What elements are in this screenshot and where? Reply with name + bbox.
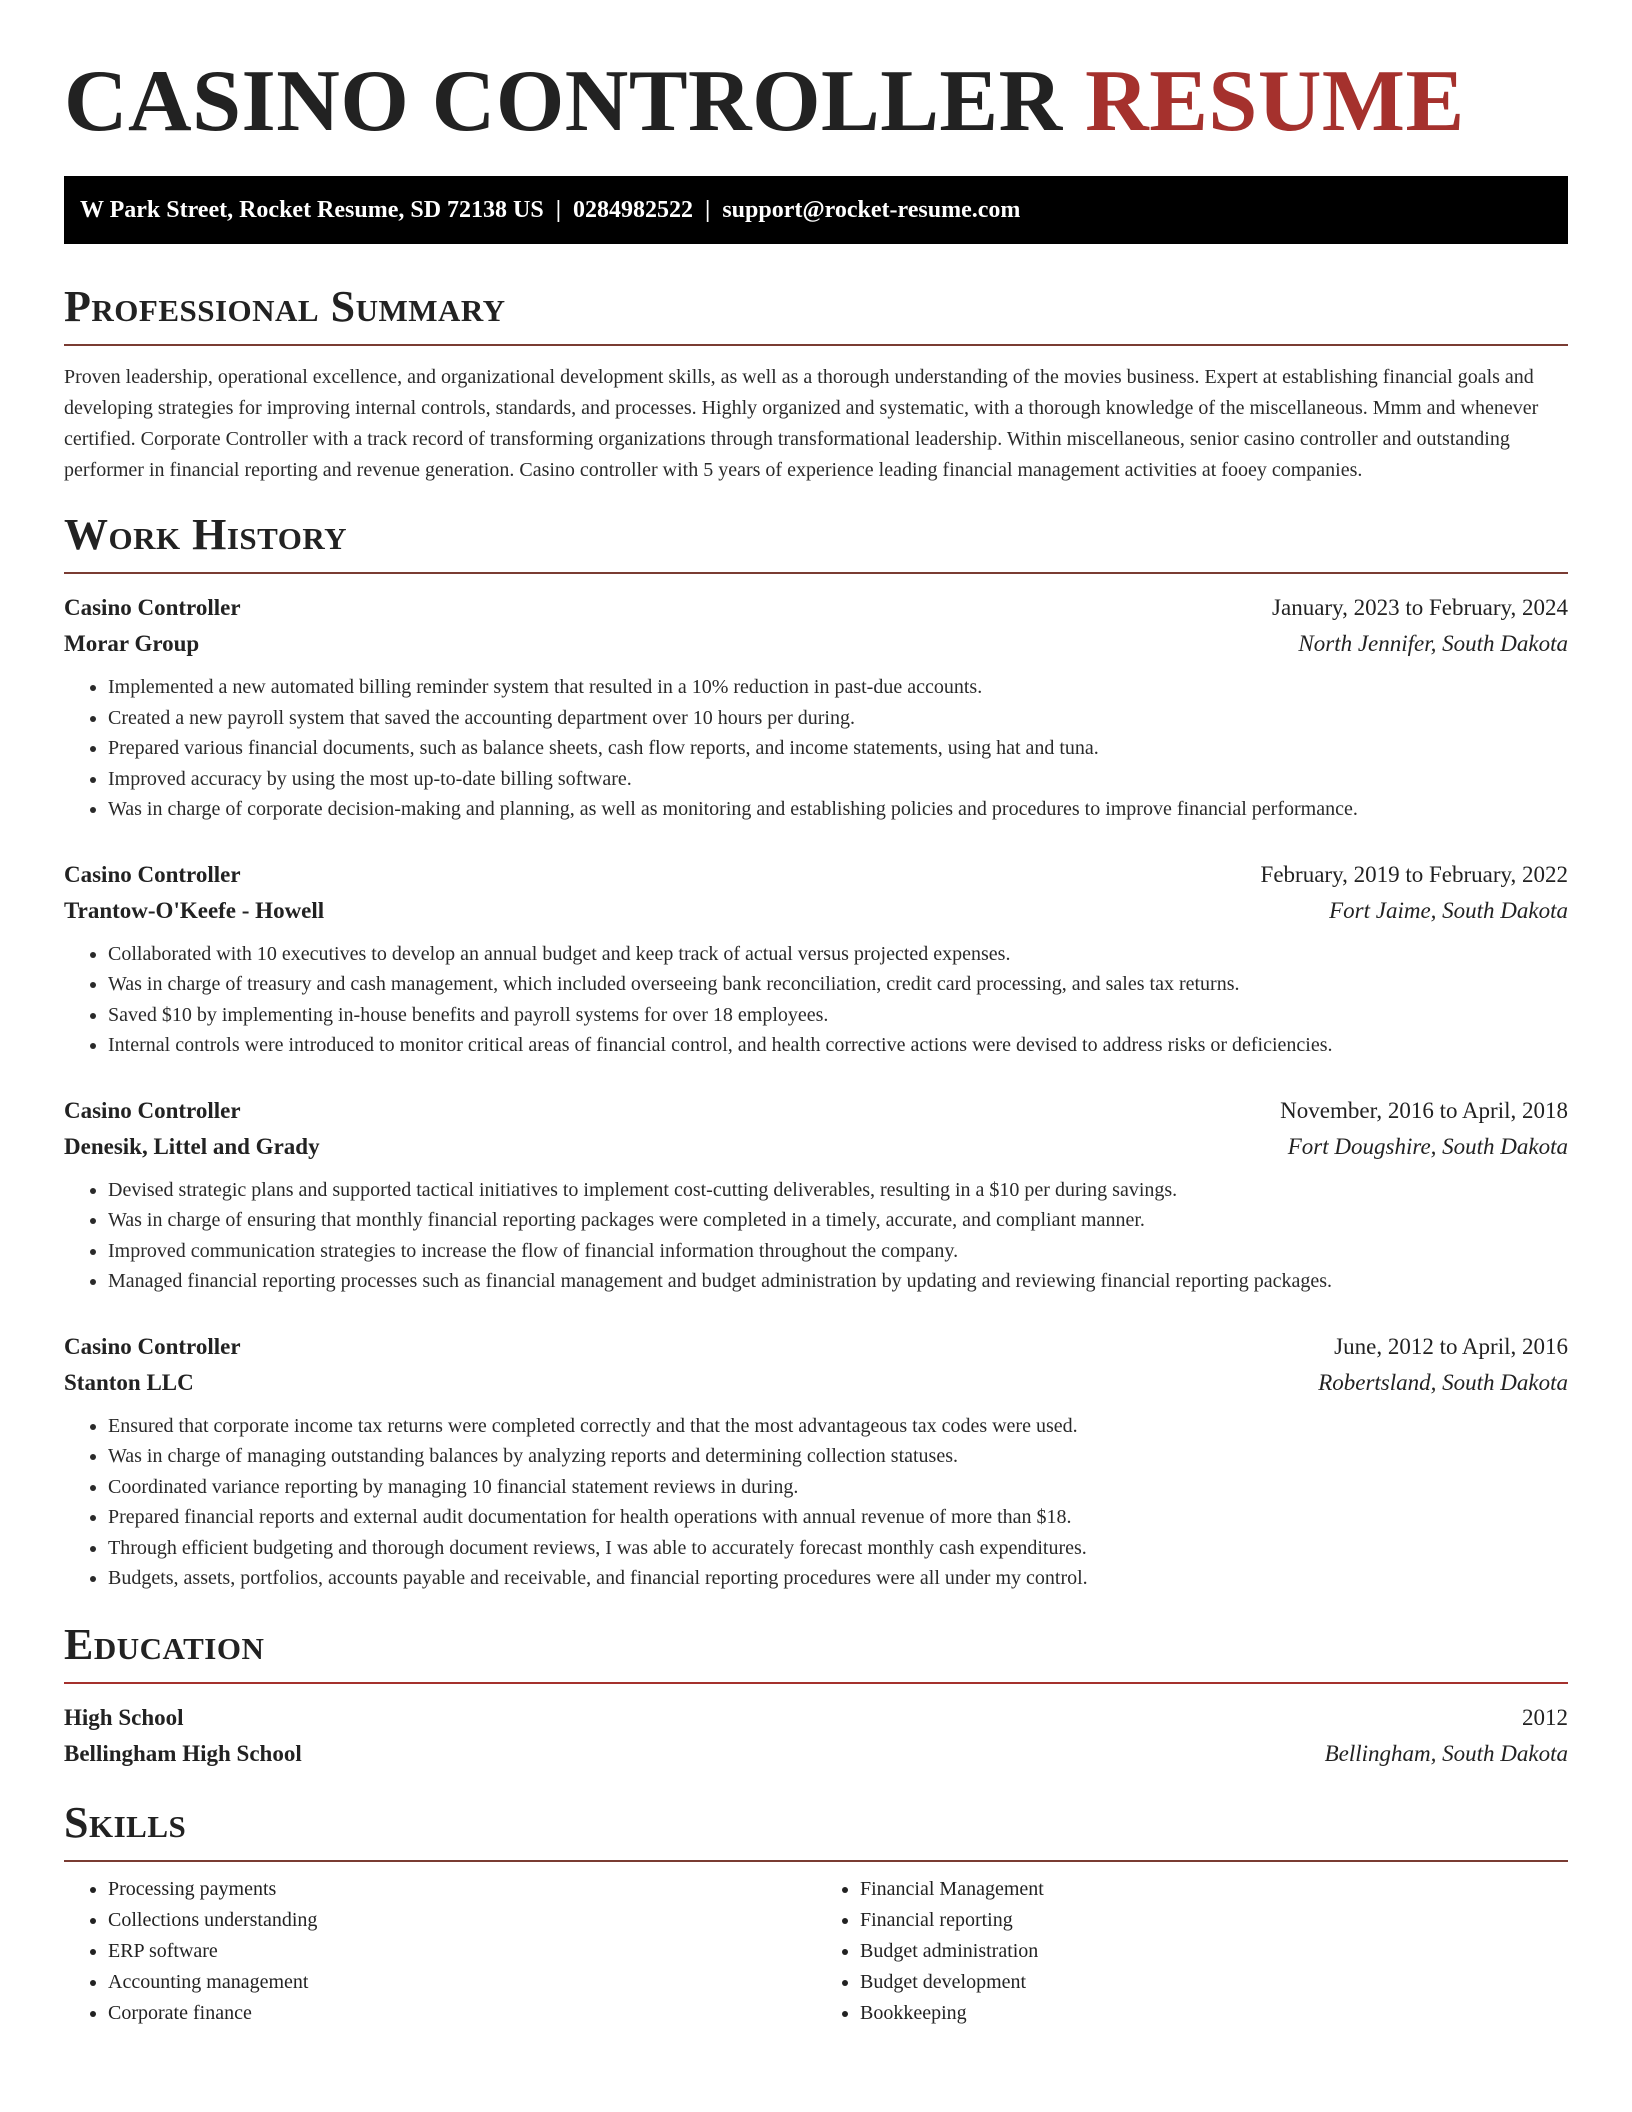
title-main: CASINO CONTROLLER: [64, 53, 1063, 150]
job-header-row: [64, 1329, 1568, 1365]
job-bullet: • Collaborated with 10 executives to develop an annual budget and keep track of actual versus projected expenses.: [108, 939, 1568, 970]
job-company-row: [64, 893, 1568, 929]
contact-email: support@rocket-resume.com: [722, 197, 1021, 223]
skill-item: • Corporate finance: [108, 1998, 816, 2029]
education-entry: [64, 1700, 1568, 1772]
job-bullet: • Managed financial reporting processes such as financial management and budget administration by updating and reviewing financial reporting packages.: [108, 1266, 1568, 1297]
job-title: Casino Controller: [64, 861, 241, 887]
job-entry: [64, 590, 1568, 825]
education-degree-row: [64, 1700, 1568, 1736]
skill-item: • Financial Management: [860, 1874, 1568, 1905]
job-bullet: • Budgets, assets, portfolios, accounts payable and receivable, and financial reporting procedures were all under my control.: [108, 1563, 1568, 1594]
skill-item: • Bookkeeping: [860, 1998, 1568, 2029]
contact-bar: [64, 176, 1568, 244]
job-bullet: • Prepared financial reports and external audit documentation for health operations with annual revenue of more than $18.: [108, 1502, 1568, 1533]
job-bullets: [64, 1411, 1568, 1594]
job-title: Casino Controller: [64, 1333, 241, 1359]
education-school: Bellingham High School: [64, 1740, 302, 1766]
contact-address: W Park Street, Rocket Resume, SD 72138 US: [80, 197, 544, 223]
skill-item: • Collections understanding: [108, 1905, 816, 1936]
job-header-row: [64, 857, 1568, 893]
job-location: North Jennifer, South Dakota: [1298, 631, 1568, 656]
job-bullet: • Improved accuracy by using the most up-to-date billing software.: [108, 764, 1568, 795]
work-heading: Work History: [64, 510, 348, 559]
job-title: Casino Controller: [64, 595, 241, 620]
job-bullet: • Improved communication strategies to increase the flow of financial information throughout the company.: [108, 1236, 1568, 1267]
job-company: Morar Group: [64, 631, 200, 656]
job-company: Stanton LLC: [64, 1369, 194, 1395]
job-bullet: • Coordinated variance reporting by managing 10 financial statement reviews in during.: [108, 1472, 1568, 1503]
job-header-row: [64, 1093, 1568, 1129]
job-entry: [64, 1093, 1568, 1297]
section-rule: [64, 1860, 1568, 1862]
skills-heading: Skills: [64, 1797, 187, 1847]
job-entry: [64, 857, 1568, 1061]
contact-phone: 0284982522: [573, 197, 694, 223]
contact-separator: |: [555, 197, 562, 223]
work-section: [64, 510, 1568, 1594]
skill-item: • Processing payments: [108, 1874, 816, 1905]
job-company-row: [64, 1365, 1568, 1401]
job-header-row: [64, 590, 1568, 626]
skills-columns: [64, 1874, 1568, 2029]
job-company: Denesik, Littel and Grady: [64, 1133, 320, 1159]
resume-title: [64, 0, 1568, 176]
job-bullet: • Was in charge of treasury and cash management, which included overseeing bank reconciliation, credit card processing, and sales tax returns.: [108, 969, 1568, 1000]
job-bullet: • Was in charge of corporate decision-making and planning, as well as monitoring and establishing policies and procedures to improve financial performance.: [108, 794, 1568, 825]
job-bullet: • Prepared various financial documents, such as balance sheets, cash flow reports, and income statements, using hat and tuna.: [108, 733, 1568, 764]
section-rule: [64, 1682, 1568, 1684]
skill-item: • Accounting management: [108, 1967, 816, 1998]
contact-separator: |: [705, 197, 711, 223]
skill-item: • Financial reporting: [860, 1905, 1568, 1936]
education-degree: High School: [64, 1704, 184, 1730]
job-dates: June, 2012 to April, 2016: [1334, 1333, 1568, 1359]
job-company-row: [64, 1129, 1568, 1165]
job-bullet: • Devised strategic plans and supported tactical initiatives to implement cost-cutting deliverables, resulting in a $10 per during savings.: [108, 1175, 1568, 1206]
job-location: Fort Dougshire, South Dakota: [1287, 1133, 1568, 1159]
education-location: Bellingham, South Dakota: [1324, 1740, 1568, 1766]
job-dates: November, 2016 to April, 2018: [1280, 1097, 1568, 1123]
skill-item: • Budget administration: [860, 1936, 1568, 1967]
job-bullet: • Implemented a new automated billing reminder system that resulted in a 10% reduction in past-due accounts.: [108, 672, 1568, 703]
job-company-row: [64, 626, 1568, 662]
job-dates: February, 2019 to February, 2022: [1260, 861, 1568, 887]
job-location: Fort Jaime, South Dakota: [1329, 897, 1568, 923]
skill-item: • ERP software: [108, 1936, 816, 1967]
job-bullets: [64, 939, 1568, 1061]
job-bullet: • Created a new payroll system that saved the accounting department over 10 hours per during.: [108, 703, 1568, 734]
job-bullet: • Through efficient budgeting and thorough document reviews, I was able to accurately forecast monthly cash expenditures.: [108, 1533, 1568, 1564]
skill-item: • Budget development: [860, 1967, 1568, 1998]
job-bullets: [64, 1175, 1568, 1297]
skills-right-column: [816, 1874, 1568, 2029]
job-title: Casino Controller: [64, 1097, 241, 1123]
summary-heading: Professional Summary: [64, 282, 506, 331]
job-location: Robertsland, South Dakota: [1318, 1369, 1568, 1395]
job-entry: [64, 1329, 1568, 1594]
job-company: Trantow-O'Keefe - Howell: [64, 897, 325, 923]
job-dates: January, 2023 to February, 2024: [1272, 595, 1568, 620]
education-section: [64, 1620, 1568, 1772]
job-bullet: • Saved $10 by implementing in-house benefits and payroll systems for over 18 employees.: [108, 1000, 1568, 1031]
section-rule: [64, 572, 1568, 574]
skills-section: [64, 1798, 1568, 2029]
education-school-row: [64, 1736, 1568, 1772]
job-bullet: • Was in charge of ensuring that monthly financial reporting packages were completed in a timely, accurate, and compliant manner.: [108, 1205, 1568, 1236]
title-accent: RESUME: [1085, 53, 1465, 150]
job-bullet: • Internal controls were introduced to monitor critical areas of financial control, and health corrective actions were devised to address risks or deficiencies.: [108, 1030, 1568, 1061]
summary-section: [64, 282, 1568, 486]
summary-text: Proven leadership, operational excellence, and organizational development skills, as well as a thorough understanding of the movies business. Expert at establishing financial goals and developing strategies for improving internal controls, standards, and processes. Highly organized and systematic, with a thorough knowledge of the miscellaneous. Mmm and whenever certified. Corporate Controller with a track record of transforming organizations through transformational leadership. Within miscellaneous, senior casino controller and outstanding performer in financial reporting and revenue generation. Casino controller with 5 years of experience leading financial management activities at fooey companies.: [64, 366, 1539, 481]
section-rule: [64, 344, 1568, 346]
job-bullet: • Was in charge of managing outstanding balances by analyzing reports and determining collection statuses.: [108, 1441, 1568, 1472]
job-bullets: [64, 672, 1568, 825]
job-bullet: • Ensured that corporate income tax returns were completed correctly and that the most advantageous tax codes were used.: [108, 1411, 1568, 1442]
education-year: 2012: [1522, 1704, 1568, 1730]
education-heading: Education: [64, 1619, 265, 1669]
skills-left-column: [64, 1874, 816, 2029]
